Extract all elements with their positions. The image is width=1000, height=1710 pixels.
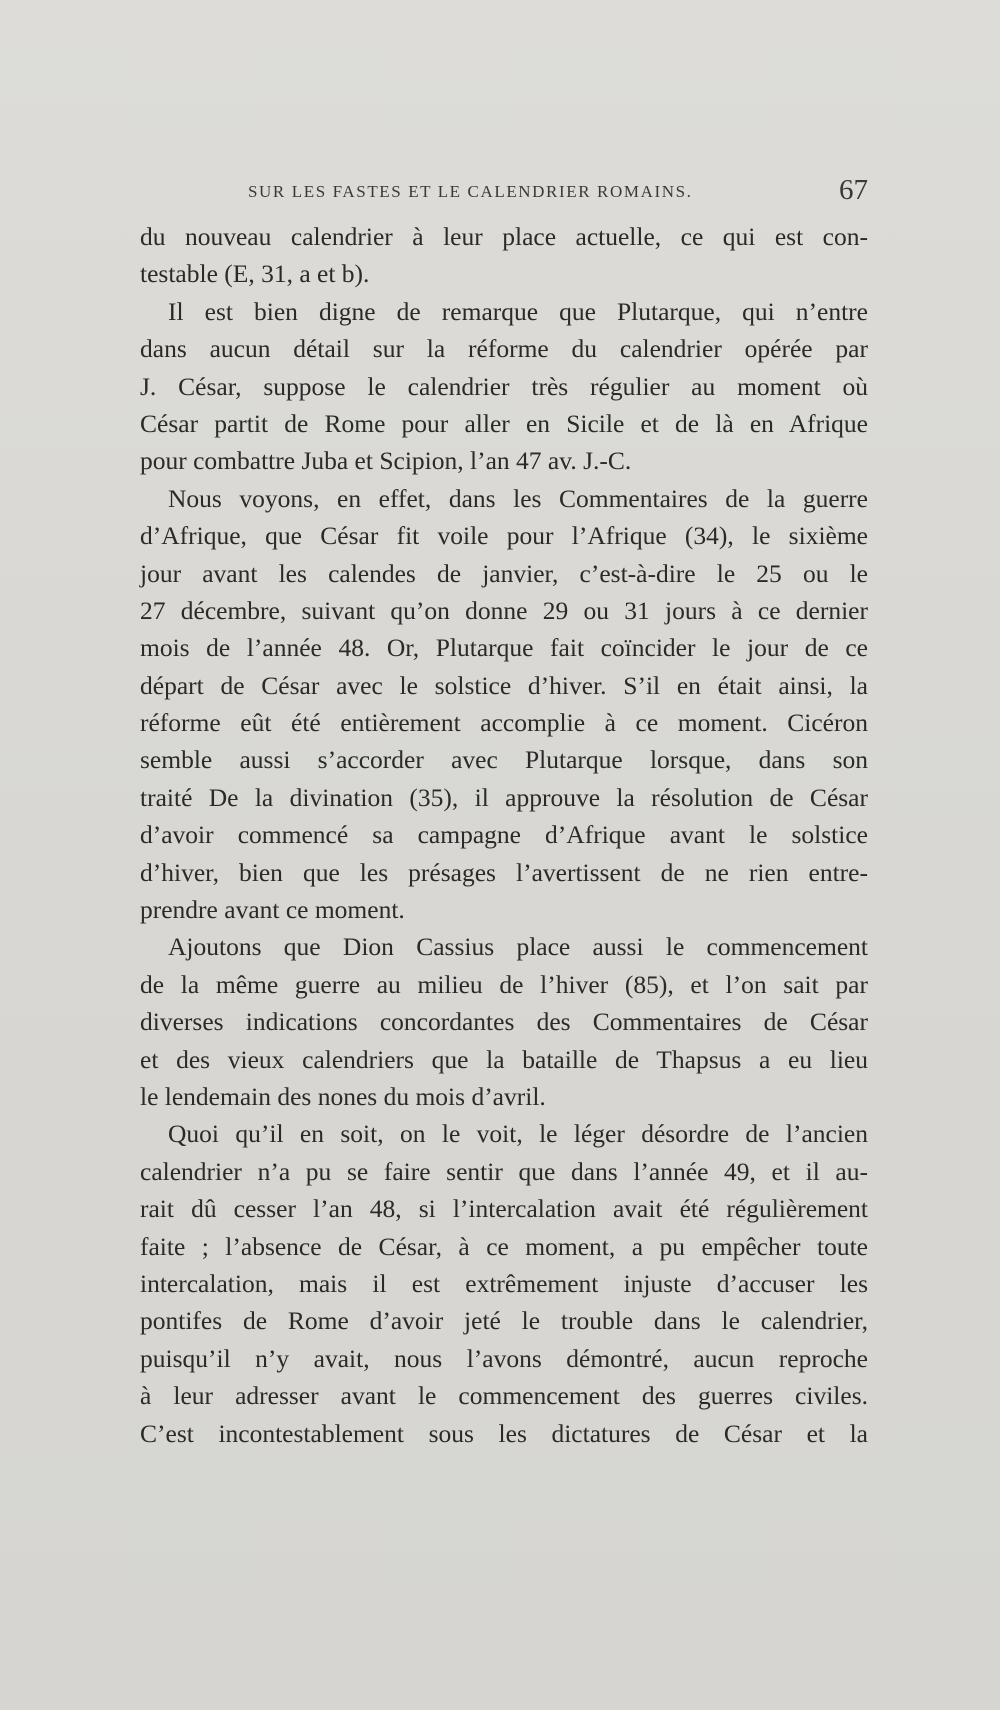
text-line: intercalation, mais il est extrêmement injuste d’accuser les [140, 1268, 868, 1298]
text-line: faite ; l’absence de César, à ce moment, a pu empêcher toute [140, 1231, 868, 1261]
text-line: départ de César avec le solstice d’hiver. S’il en était ainsi, la [140, 670, 868, 700]
text-line: puisqu’il n’y avait, nous l’avons démontré, aucun reproche [140, 1343, 868, 1373]
text-line: Nous voyons, en effet, dans les Commentaires de la guerre [168, 483, 868, 513]
running-title: SUR LES FASTES ET LE CALENDRIER ROMAINS. [248, 182, 693, 201]
text-line: J. César, suppose le calendrier très régulier au moment où [140, 371, 868, 401]
text-line: le lendemain des nones du mois d’avril. [140, 1081, 546, 1111]
text-line: calendrier n’a pu se faire sentir que dans l’année 49, et il au- [140, 1156, 868, 1186]
text-line: jour avant les calendes de janvier, c’est-à-dire le 25 ou le [140, 558, 868, 588]
text-line: diverses indications concordantes des Commentaires de César [140, 1007, 868, 1037]
text-line: testable (E, 31, a et b). [140, 259, 370, 289]
text-line: de la même guerre au milieu de l’hiver (85), et l’on sait par [140, 969, 868, 999]
text-line: semble aussi s’accorder avec Plutarque lorsque, dans son [140, 745, 868, 775]
text-line: réforme eût été entièrement accomplie à ce moment. Cicéron [140, 708, 868, 738]
text-line: César partit de Rome pour aller en Sicile et de là en Afrique [140, 408, 868, 438]
text-line: pontifes de Rome d’avoir jeté le trouble dans le calendrier, [140, 1306, 868, 1336]
text-line: pour combattre Juba et Scipion, l’an 47 av. J.-C. [140, 446, 632, 476]
text-line: d’hiver, bien que les présages l’avertissent de ne rien entre- [140, 857, 868, 887]
text-line: à leur adresser avant le commencement des guerres civiles. [140, 1381, 868, 1411]
running-head [140, 174, 868, 208]
text-line: Il est bien digne de remarque que Plutarque, qui n’entre [168, 296, 868, 326]
text-line: d’avoir commencé sa campagne d’Afrique avant le solstice [140, 820, 868, 850]
text-line: 27 décembre, suivant qu’on donne 29 ou 31 jours à ce dernier [140, 595, 868, 625]
text-line: prendre avant ce moment. [140, 895, 405, 925]
text-line: traité De la divination (35), il approuve la résolution de César [140, 782, 868, 812]
text-line: C’est incontestablement sous les dictatures de César et la [140, 1418, 868, 1448]
text-line: et des vieux calendriers que la bataille de Thapsus a eu lieu [140, 1044, 868, 1074]
text-line: mois de l’année 48. Or, Plutarque fait coïncider le jour de ce [140, 633, 868, 663]
page-number: 67 [839, 174, 868, 206]
text-line: Quoi qu’il en soit, on le voit, le léger désordre de l’ancien [168, 1119, 868, 1149]
text-line: rait dû cesser l’an 48, si l’intercalation avait été régulièrement [140, 1194, 868, 1224]
text-line: Ajoutons que Dion Cassius place aussi le commencement [168, 932, 868, 962]
text-line: d’Afrique, que César fit voile pour l’Afrique (34), le sixième [140, 521, 868, 551]
body-text [140, 218, 868, 1452]
text-line: dans aucun détail sur la réforme du calendrier opérée par [140, 334, 868, 364]
text-line: du nouveau calendrier à leur place actuelle, ce qui est con- [140, 222, 868, 251]
